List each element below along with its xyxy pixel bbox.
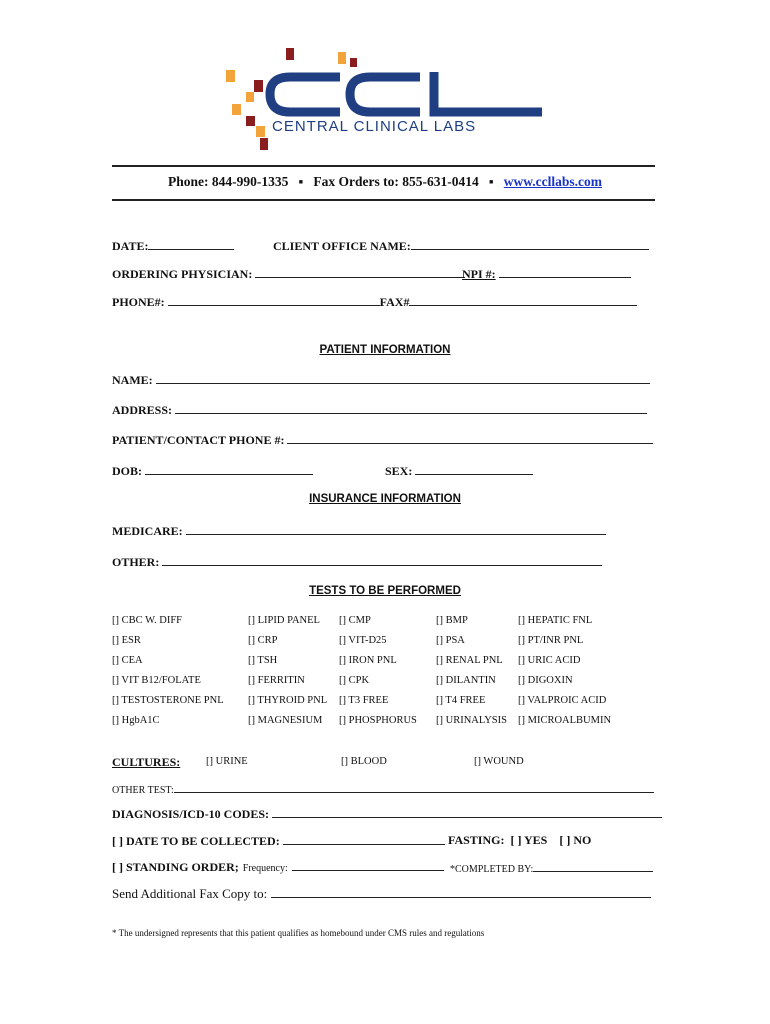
medicare-field[interactable] xyxy=(112,523,606,539)
culture-blood-checkbox[interactable]: [] BLOOD xyxy=(341,756,387,767)
other-insurance-field[interactable] xyxy=(112,554,602,570)
dob-field[interactable] xyxy=(112,463,313,479)
test-checkbox[interactable]: [] CEA xyxy=(112,655,143,666)
bottom-rule xyxy=(112,199,655,201)
fasting-field xyxy=(448,833,591,848)
culture-wound-checkbox[interactable]: [] WOUND xyxy=(474,756,524,767)
separator: ▪ xyxy=(488,174,494,189)
fax-copy-field[interactable] xyxy=(112,886,651,902)
address-label: ADDRESS: xyxy=(112,403,173,417)
ordering-physician-field[interactable] xyxy=(112,266,465,282)
test-checkbox[interactable]: [] CBC W. DIFF xyxy=(112,615,183,626)
test-checkbox[interactable]: [] MICROALBUMIN xyxy=(518,715,612,726)
phone-number: Phone: 844-990-1335 xyxy=(167,174,289,189)
test-checkbox[interactable]: [] THYROID PNL xyxy=(248,695,328,706)
test-checkbox[interactable]: [] VIT-D25 xyxy=(339,635,387,646)
standing-order-field[interactable] xyxy=(112,858,444,876)
npi-field[interactable] xyxy=(462,266,631,282)
logo-squares-icon xyxy=(220,44,550,154)
fax-copy-label: Send Additional Fax Copy to: xyxy=(112,886,268,901)
date-field[interactable] xyxy=(112,238,234,254)
culture-urine-checkbox[interactable]: [] URINE xyxy=(206,756,248,767)
test-checkbox[interactable]: [] BMP xyxy=(436,615,468,626)
contact-phone-label: PATIENT/CONTACT PHONE #: xyxy=(112,433,285,447)
test-checkbox[interactable]: [] MAGNESIUM xyxy=(248,715,323,726)
test-checkbox[interactable]: [] CPK xyxy=(339,675,370,686)
fasting-label: FASTING: xyxy=(448,833,505,847)
insurance-info-title: INSURANCE INFORMATION xyxy=(309,493,461,505)
logo-company-name: CENTRAL CLINICAL LABS xyxy=(272,118,477,135)
phone-label: PHONE#: xyxy=(112,295,165,309)
test-checkbox[interactable]: [] PHOSPHORUS xyxy=(339,715,417,726)
diagnosis-label: DIAGNOSIS/ICD-10 CODES: xyxy=(112,807,270,821)
test-checkbox[interactable]: [] T4 FREE xyxy=(436,695,486,706)
date-label: DATE: xyxy=(112,239,149,253)
completed-by-label: *COMPLETED BY: xyxy=(450,864,534,875)
cultures-label: CULTURES: xyxy=(112,755,181,769)
test-checkbox[interactable]: [] CMP xyxy=(339,615,371,626)
date-collected-field[interactable] xyxy=(112,833,445,849)
test-checkbox[interactable]: [] TESTOSTERONE PNL xyxy=(112,695,224,706)
test-checkbox[interactable]: [] TSH xyxy=(248,655,278,666)
address-field[interactable] xyxy=(112,402,647,418)
test-checkbox[interactable]: [] PSA xyxy=(436,635,465,646)
sex-field[interactable] xyxy=(385,463,533,479)
patient-name-label: NAME: xyxy=(112,373,153,387)
test-checkbox[interactable]: [] IRON PNL xyxy=(339,655,397,666)
test-checkbox[interactable]: [] T3 FREE xyxy=(339,695,389,706)
other-insurance-label: OTHER: xyxy=(112,555,160,569)
other-test-label: OTHER TEST: xyxy=(112,785,174,796)
other-test-field[interactable] xyxy=(112,781,654,796)
fasting-no-checkbox[interactable]: [ ] NO xyxy=(559,833,592,847)
date-collected-label: [ ] DATE TO BE COLLECTED: xyxy=(112,834,280,848)
test-checkbox[interactable]: [] RENAL PNL xyxy=(436,655,503,666)
test-checkbox[interactable]: [] HEPATIC FNL xyxy=(518,615,593,626)
test-checkbox[interactable]: [] VIT B12/FOLATE xyxy=(112,675,201,686)
test-checkbox[interactable]: [] HgbA1C xyxy=(112,715,160,726)
patient-info-title: PATIENT INFORMATION xyxy=(319,344,451,356)
test-checkbox[interactable]: [] DIGOXIN xyxy=(518,675,573,686)
npi-label: NPI #: xyxy=(462,267,496,281)
phone-field[interactable] xyxy=(112,294,637,310)
test-checkbox[interactable]: [] VALPROIC ACID xyxy=(518,695,607,706)
diagnosis-field[interactable] xyxy=(112,806,662,822)
test-checkbox[interactable]: [] ESR xyxy=(112,635,141,646)
test-checkbox[interactable]: [] DILANTIN xyxy=(436,675,496,686)
test-checkbox[interactable]: [] PT/INR PNL xyxy=(518,635,584,646)
test-checkbox[interactable]: [] URIC ACID xyxy=(518,655,581,666)
test-checkbox[interactable]: [] URINALYSIS xyxy=(436,715,507,726)
completed-by-field[interactable] xyxy=(450,860,653,875)
test-checkbox[interactable]: [] FERRITIN xyxy=(248,675,305,686)
patient-name-field[interactable] xyxy=(112,372,650,388)
standing-order-label: [ ] STANDING ORDER; xyxy=(112,860,239,874)
separator: ▪ xyxy=(298,174,304,189)
website-link[interactable]: www.ccllabs.com xyxy=(503,174,603,189)
client-office-label: CLIENT OFFICE NAME: xyxy=(273,239,411,253)
client-office-field[interactable] xyxy=(273,238,649,254)
frequency-label: Frequency: xyxy=(242,863,288,874)
logo xyxy=(220,44,550,154)
dob-label: DOB: xyxy=(112,464,142,478)
ordering-physician-label: ORDERING PHYSICIAN: xyxy=(112,267,253,281)
medicare-label: MEDICARE: xyxy=(112,524,183,538)
fasting-yes-checkbox[interactable]: [ ] YES xyxy=(510,833,548,847)
disclaimer: * The undersigned represents that this patient qualifies as homebound under CMS rules and regulations xyxy=(112,928,485,938)
top-rule xyxy=(112,165,655,167)
test-checkbox[interactable]: [] CRP xyxy=(248,635,278,646)
contact-bar xyxy=(0,174,770,190)
tests-title: TESTS TO BE PERFORMED xyxy=(309,585,461,597)
fax-number: Fax Orders to: 855-631-0414 xyxy=(313,174,479,189)
test-checkbox[interactable]: [] LIPID PANEL xyxy=(248,615,320,626)
fax-label: FAX# xyxy=(379,295,410,309)
contact-phone-field[interactable] xyxy=(112,432,653,448)
sex-label: SEX: xyxy=(385,464,413,478)
